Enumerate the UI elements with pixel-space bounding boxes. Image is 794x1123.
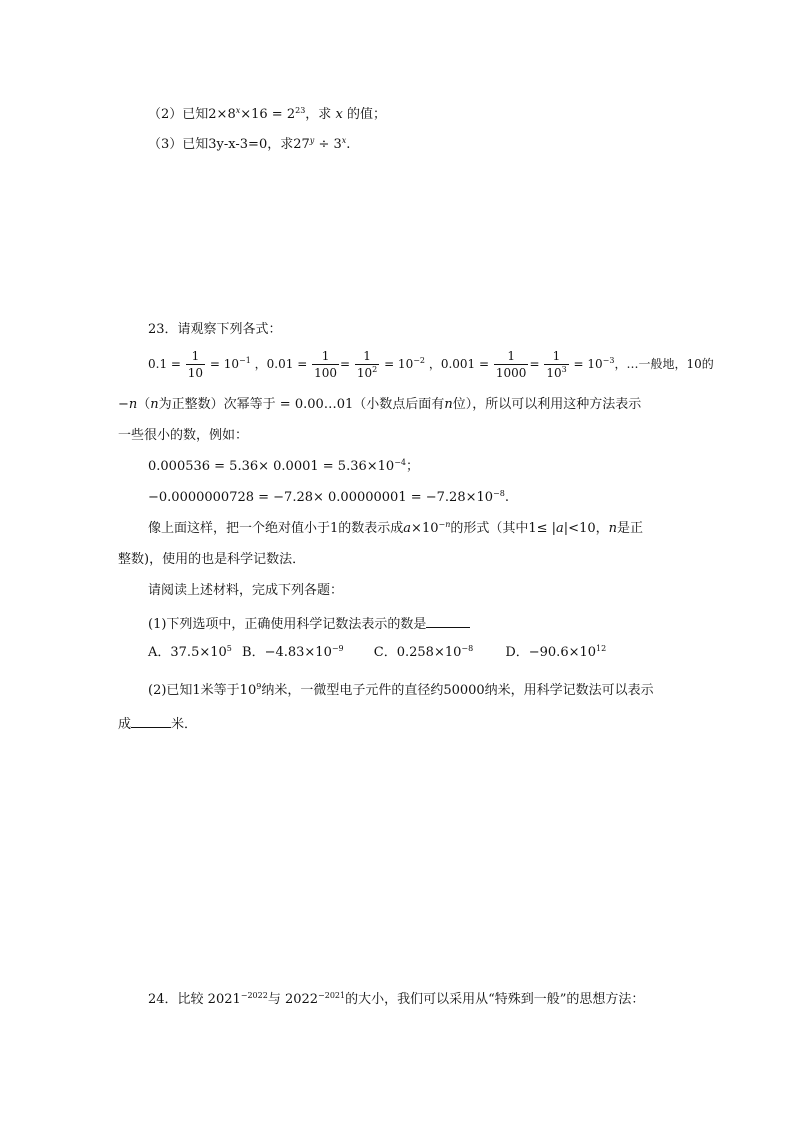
fraction: $\frac{1}{1000}$ bbox=[495, 349, 527, 380]
fraction: $\frac{1}{10}$ bbox=[187, 349, 204, 380]
q23-formula-line: 0.1 = $\frac{1}{10}$ = $10^{-1}$ ，0.01 = $\frac{1}{100}$ = $\frac{1}{10^2}$ = $10^{-2}$ ，0.001 = $\frac{1}{1000}$ = $\frac{1}{10^3}$ = $10^{-3}$，…一般地，10的 bbox=[148, 349, 714, 380]
q22-part2: （2）已知$2\times 8^x\times 16 = 2^{23}$，求 x 的值； bbox=[148, 106, 386, 122]
option-a[interactable]: A．$37.5\times 10^5$ bbox=[148, 644, 232, 660]
q23-title: 23．请观察下列各式： bbox=[148, 322, 282, 337]
option-c[interactable]: C．$0.258\times 10^{-8}$ bbox=[373, 644, 474, 660]
answer-blank[interactable] bbox=[131, 715, 171, 728]
fraction: $\frac{1}{10^2}$ bbox=[356, 349, 378, 380]
q23-paragraph-1: 像上面这样，把一个绝对值小于1的数表示成$a\times 10^{-n}$的形式（其中1≤ |a|<10，n是正 bbox=[148, 520, 644, 536]
fraction: $\frac{1}{100}$ bbox=[314, 349, 337, 380]
fraction: $\frac{1}{10^3}$ bbox=[546, 349, 567, 380]
q23-example-2: $-0.0000000728 = -7.28\times 0.00000001 = -7.28\times 10^{-8}$. bbox=[148, 489, 509, 505]
q23-example-1: $0.000536 = 5.36\times 0.0001 = 5.36\times 10^{-4}$； bbox=[148, 458, 419, 474]
q23-line3: −n（n为正整数）次幂等于 = 0.00…01（小数点后面有n位），所以可以利用这种方法表示 bbox=[118, 397, 642, 412]
q23-options bbox=[148, 646, 606, 659]
option-b[interactable]: B．$-4.83\times 10^{-9}$ bbox=[242, 644, 344, 660]
q23-subquestion-2-cont: 成 米． bbox=[118, 717, 198, 732]
q23-paragraph-1b: 整数)，使用的也是科学记数法． bbox=[118, 552, 306, 567]
q23-line4: 一些很小的数，例如： bbox=[118, 428, 249, 443]
option-d[interactable]: D．$-90.6\times 10^{12}$ bbox=[505, 644, 607, 660]
answer-blank[interactable] bbox=[426, 615, 470, 628]
q23-subquestion-1: (1)下列选项中，正确使用科学记数法表示的数是 bbox=[148, 615, 470, 631]
q23-subquestion-2: (2)已知1米等于$10^9$纳米，一微型电子元件的直径约50000纳米，用科学记数法可以表示 bbox=[148, 682, 654, 698]
q22-part3: （3）已知3y-x-3=0，求$27^y \div 3^x$. bbox=[148, 136, 351, 152]
q23-paragraph-2: 请阅读上述材料，完成下列各题： bbox=[148, 583, 344, 598]
q24-text: 24．比较 $2021^{-2022}$与 $2022^{-2021}$的大小，我们可以采用从“特殊到一般”的思想方法： bbox=[148, 991, 645, 1007]
